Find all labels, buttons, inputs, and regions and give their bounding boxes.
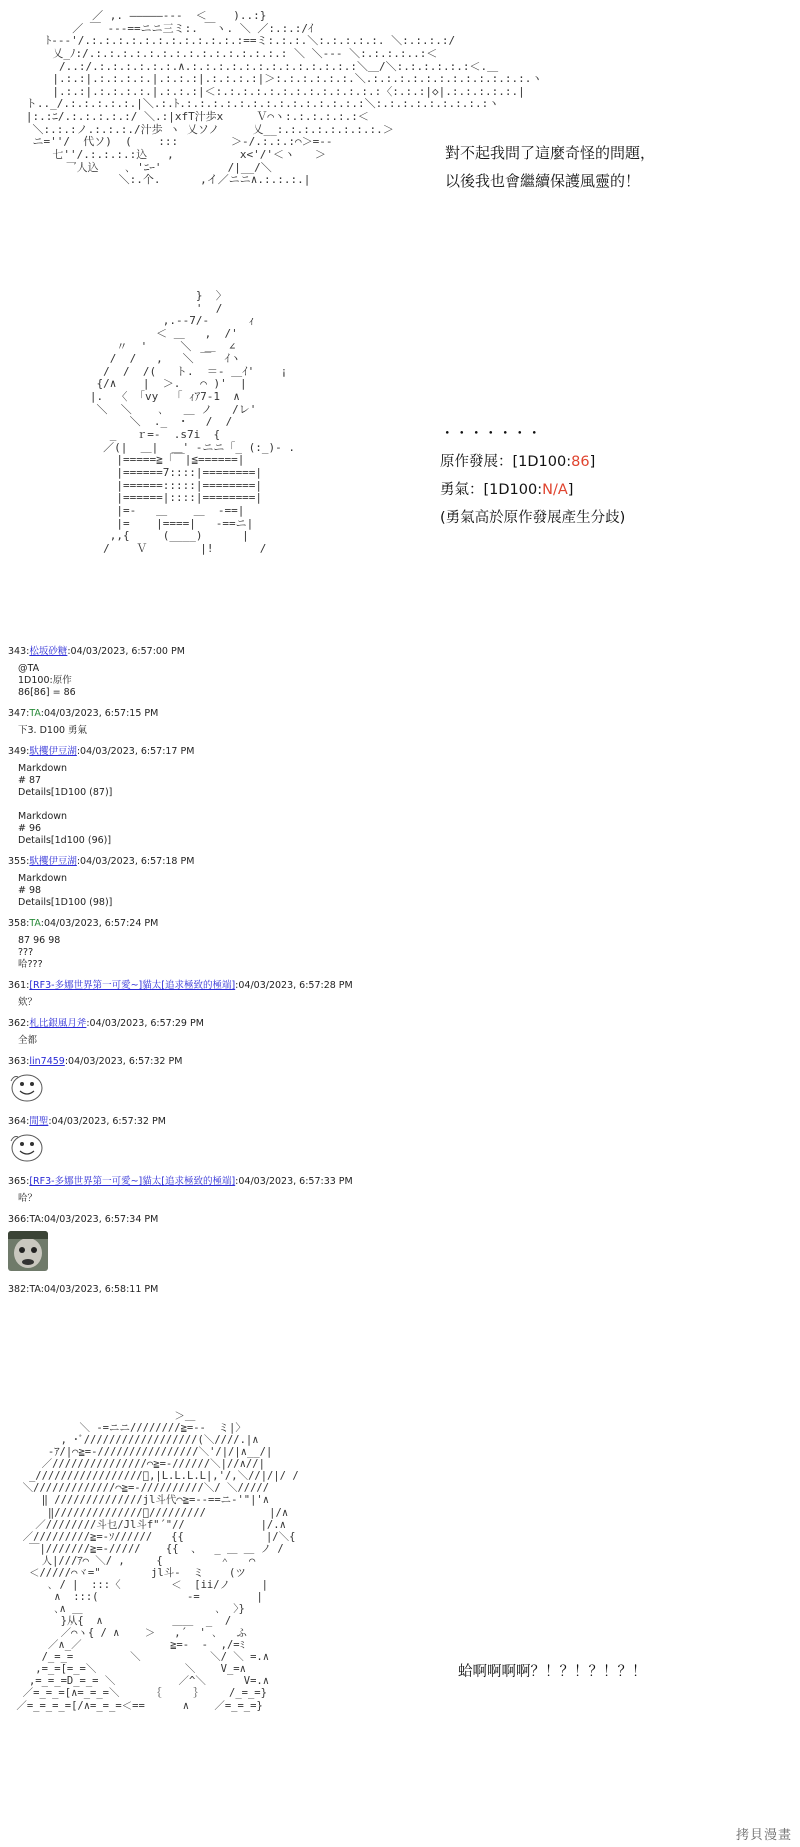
panel2-dialogue [440, 420, 625, 532]
post-number: 366: [8, 1214, 30, 1225]
post-number: 347: [8, 708, 30, 719]
post-body: @TA 1D100:原作 86[86] = 86 [18, 663, 76, 698]
roll1-end: ] [589, 454, 596, 470]
post-time: :04/03/2023, 6:57:32 PM [64, 1056, 183, 1067]
post-time: :04/03/2023, 6:57:33 PM [235, 1176, 353, 1187]
post-time: :04/03/2023, 6:57:29 PM [86, 1018, 204, 1029]
username-link[interactable]: 閒聖 [29, 1116, 49, 1127]
username-link[interactable]: [RF3-多娜世界第一可愛~]貓太[追求極致的極端] [29, 980, 236, 991]
username: TA [29, 1284, 41, 1295]
post-time: :04/03/2023, 6:58:11 PM [40, 1284, 159, 1295]
roll2-label: 勇氣：[1D100: [440, 482, 543, 498]
post-time: :04/03/2023, 6:57:18 PM [76, 856, 195, 867]
username: TA [29, 918, 41, 929]
username-link[interactable]: 馱攫伊豆湖 [29, 856, 77, 867]
post-body: 87 96 98 ??? 哈??? [18, 935, 61, 970]
post-body: 哈？ [18, 1193, 38, 1204]
username: TA [29, 708, 41, 719]
post-number: 349: [8, 746, 30, 757]
post-body: 下3. D100 勇氣 [18, 725, 88, 736]
post-time: :04/03/2023, 6:57:28 PM [235, 980, 353, 991]
post [8, 645, 488, 707]
post [8, 1283, 488, 1297]
ascii-art-character-1: ／ ,. ―――――‐-‐ ＜ )..:} ／ ￣ -‐‐==ニニ三ミ:. ￣ヽ. ＼ ／:.:.:/ｲ ﾄ‐-‐'/.:.:.:.:.:.:.:.:.:.:.:.:==ミ:.:.:.＼:.:.:.:.:. ＼:.:.:.:/ 乂_ﾉ:/.:.:.:.:.:.:.:.:.:.:.:.:.:.:.: ＼ ＼‐‐‐ ＼:.:.:.:..:＜ /..:/.:.:.:.:.:.:.∧.:.:.:.:.:.:.:.:.:.:.:.:.:＼＿/＼:.:.:.:.:.:＜.＿ |.:.:|.:.:.:.:.|.:.:.:|.:.:.:.:|＞:.:.:.:.:.:.＼.:.:.:.:.:.:.:.:.:.:.:.:.ヽ |.:.:|.:.:.:.:.|.:.:.:|＜:.:.:.:.:.:.:.:.:.:.:.:.:〈:.:.:|◇|.:.:.:.:.:.| ト.._/.:.:.:.:.:.|＼.:.ﾄ.:.:.:.:.:.:.:.:.:.:.:.:.:.:＼:.:.:.:.:.:.:.:.:ヽ |:.:ﾆ/.:.:.:.:.:/ ＼.:|xfT汁歩x Ｖ⌒ヽ:.:.:.:.:.:＜ ＼:.:.:ノ.:.:.:./汁歩 ヽ 乂ソノ 乂__:.:.:.:.:.:.:.:.＞ ニ=''/ 代ソ) ( ::: ＞‐/.:.:.:⌒＞=‐‐ 七''/.:.:.:.:込 , x<'/'＜ヽ ＞ 乛人込 ､ 'ﾆｰ' /|__/＼ ＼:.个. ,イ／ニニ∧.:.:.:.| [25, 9, 543, 187]
post-time: :04/03/2023, 6:57:15 PM [40, 708, 159, 719]
ascii-art-character-3: ＞＿ ＼ ‐=ニニ////////≧=‐‐ ミ|〉 , ･ﾞ//////////////////(＼////.|∧ ‐ｱ/|⌒≧=‐////////////////＼'/|/|∧__/| ／///////////////⌒≧=‐//////＼|//∧//| _/////////////////ﾞ,|L.L.L.L|,'/,＼//|/|/ / ＼/////////////⌒≧=‐//////////＼/ ＼///// ‖ //////////////jl斗代⌒≧=‐‐==ニ‐'"|'∧ ‖//////////////ﾞ///////// |/∧ ／////////斗乜/Jl斗f"´"// |/.∧ ／/////////≧=‐ｿ////// {{ |/＼{ ￣|///////≧=‐///// {{ 、 _ ＿ ＿ ノ / 人|///ｱ⌒ ＼/ , { ＾ ⌒ ＜/////⌒ヾ=" jl斗‐ ミ (ツ ､ / | :::〈 ＜ [ii/ノ | ∧ :::( ‐= | ､∧ ＿ ､ 〉} }从{ ∧ ＿＿ _ / ／⌒ヽ{ / ∧ ＞ ,´ ' ､ ふ ／∧_／ ≧=‐ - ,/=ﾐ /_=_= ＼ ＼/ ＼ =.∧ ,=_=[=_=＼ ＼ V_=∧ ,=_=_=D_=_= ＼ ／^＼ V=.∧ ／=_=_=[∧=_=_=＼ ｛ ｝ /_=_=} ／=_=_=_=[/∧=_=_=＜== ∧ ／=_=_=} [16, 1410, 299, 1712]
post-time: :04/03/2023, 6:57:17 PM [76, 746, 195, 757]
watermark-text: 拷貝漫畫 [735, 1828, 792, 1843]
ascii-art-character-2: } 〉 ' / ,.‐‐7/- ｨ ＜ ＿ , /' 〃 ' ＼ ＿ ∠ / / , ＼ ￣ ｲヽ / / /( ト. ＝‐ ＿ｲ' ¡ {/∧ | ＞. ⌒ )' | |. 〈 「vy 「 ｨｱ7‐1 ∧ ＼ ＼ ､ ＿ ノ /レ' ＼ ._ ･ / / _ ｒ=- .s7i { ／(| ＿| ＿' ‐ニニ「_ (:_)‐ . |=====≧「￣|≦======| |======7::::|========| |======:::::|========| |======|::::|========| |=‐ ＿ ＿ ‐==| |= |====| ‐==ニ| ,,{ (____) | / Ｖ |! / [89, 289, 295, 555]
post-time: :04/03/2023, 6:57:32 PM [48, 1116, 166, 1127]
username-link[interactable]: [RF3-多娜世界第一可愛~]貓太[追求極致的極端] [29, 1176, 236, 1187]
reaction-image-thumbnail [8, 1231, 48, 1271]
roll2-value: N/A [542, 482, 568, 498]
panel1-dialogue-line2: 以後我也會繼續保護風靈的！ [445, 172, 641, 190]
post-number: 343: [8, 646, 30, 657]
username-link[interactable]: lin7459 [29, 1056, 65, 1067]
post-body: 全都 [18, 1035, 38, 1046]
roll-courage [440, 476, 625, 504]
post [8, 1017, 488, 1055]
username-link[interactable]: 札比銀風月斧 [29, 1018, 87, 1029]
post-number: 362: [8, 1018, 30, 1029]
username-link[interactable]: 松坂砂糖 [29, 646, 68, 657]
post-time: :04/03/2023, 6:57:24 PM [40, 918, 159, 929]
post [8, 1213, 488, 1271]
post [8, 1055, 488, 1105]
post-number: 361: [8, 980, 30, 991]
panel1-dialogue [445, 139, 655, 195]
post-body: Markdown # 98 Details[1D100 (98)] [18, 873, 113, 908]
post [8, 707, 488, 745]
post-number: 382: [8, 1284, 30, 1295]
post-time: :04/03/2023, 6:57:00 PM [67, 646, 185, 657]
post-number: 363: [8, 1056, 30, 1067]
roll1-value: 86 [571, 454, 590, 470]
post-body: 欸？ [18, 997, 38, 1008]
roll-note: (勇氣高於原作發展產生分歧) [440, 510, 626, 526]
post-number: 358: [8, 918, 30, 929]
roll2-end: ] [567, 482, 574, 498]
panel1-dialogue-line1: 對不起我問了這麼奇怪的問題， [445, 144, 656, 162]
roll1-label: 原作發展：[1D100: [440, 454, 572, 470]
post [8, 917, 488, 979]
smiley-sticker-icon [8, 1131, 46, 1165]
post-number: 365: [8, 1176, 30, 1187]
post-time: :04/03/2023, 6:57:34 PM [40, 1214, 159, 1225]
post [8, 855, 488, 917]
username-link[interactable]: 馱攫伊豆湖 [29, 746, 77, 757]
post [8, 1175, 488, 1213]
panel3-shout: 蛤啊啊啊啊？！？！？！？！ [458, 1664, 647, 1680]
post [8, 1115, 488, 1165]
post-body: Markdown # 87 Details[1D100 (87)] Markdown # 96 Details[1d100 (96)] [18, 763, 113, 846]
dots-text: ・・・・・・・ [440, 426, 542, 442]
post [8, 979, 488, 1017]
post-number: 364: [8, 1116, 30, 1127]
smiley-sticker-icon [8, 1071, 46, 1105]
post [8, 745, 488, 855]
roll-original-development [440, 448, 625, 476]
post-number: 355: [8, 856, 30, 867]
forum-thread [8, 645, 488, 1297]
username: TA [29, 1214, 41, 1225]
